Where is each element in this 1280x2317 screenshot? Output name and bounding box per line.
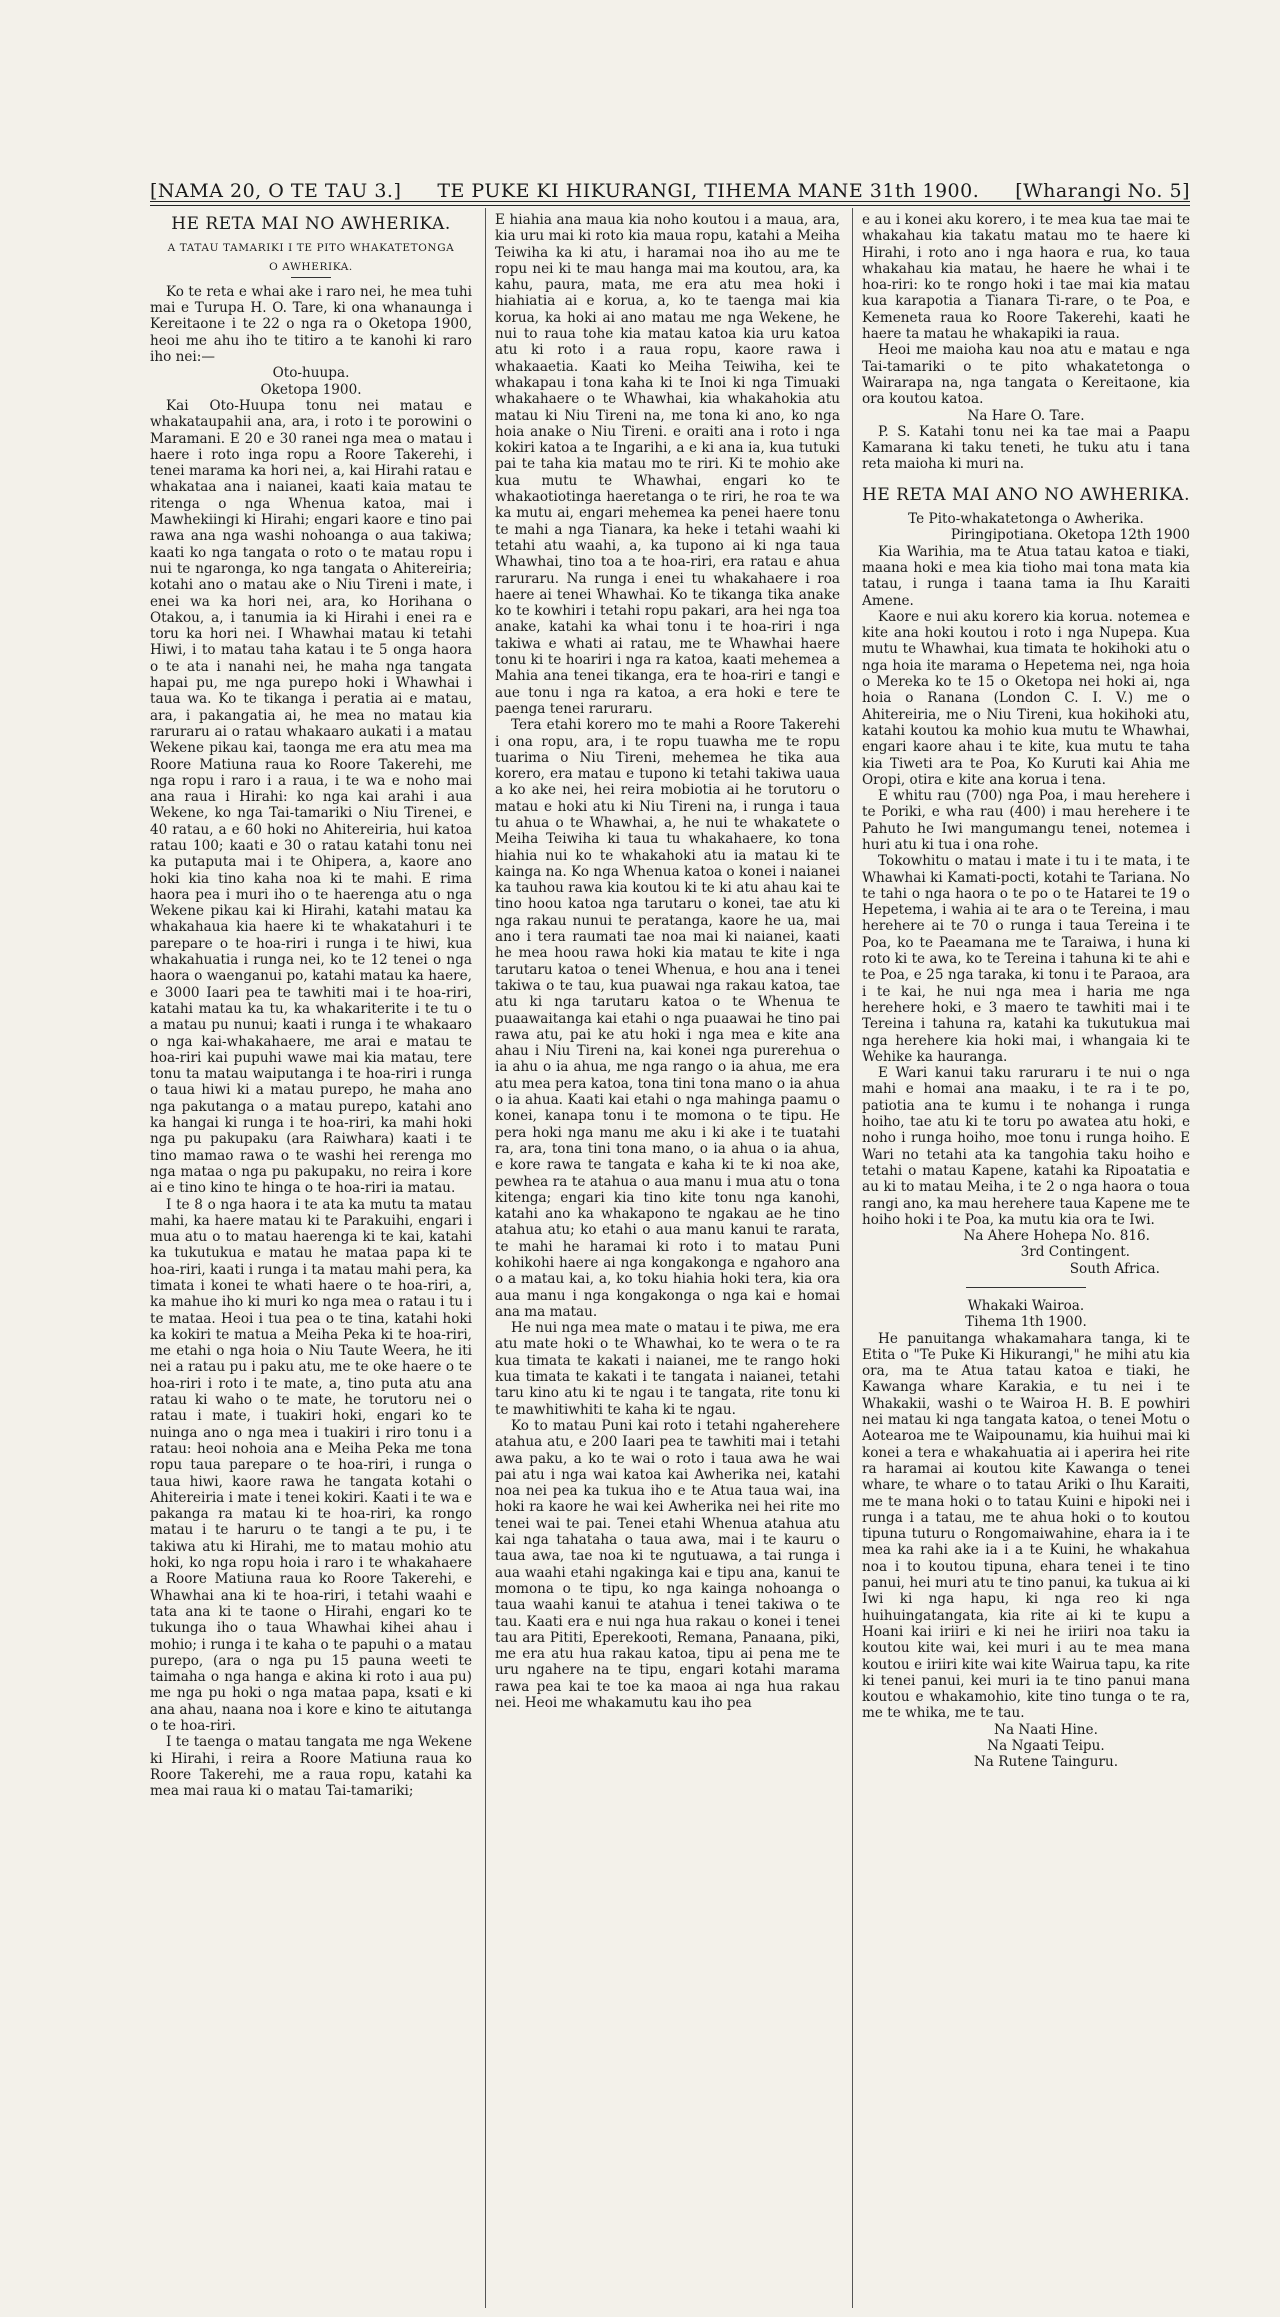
column-divider <box>485 208 486 2308</box>
divider <box>966 1287 1086 1288</box>
letter-place: Whakaki Wairoa. <box>967 1298 1085 1314</box>
signature: Na Ngaati Teipu. <box>987 1738 1105 1755</box>
paragraph: Ko to matau Puni kai roto i tetahi ngaherehere atahua atu, e 200 Iaari pea te tawhiti mai i tetahi awa paku, a ko te wai o roto i taua awa he wai pai atu i nga wai katoa kai Awherika nei, katahi noa nei pea ka tukua iho e te Atua taua wai, ina hoki ra kaore he wai kei Awherika nei hei rite mo tenei wai te pai. Tenei etahi Whenua atahua atu kai nga tahataha o taua awa, mai i te kauru o taua awa, tae noa ki te ngutuawa, a tai runga i aua waahi etahi ngakinga kai e tipu ana, kanui te momona o te tipu, ko nga kainga nohoanga o taua waahi kanui te atahua i tenei takiwa o te tau. Kaati era e nui nga hua rakau o konei i tenei tau ara Pititi, Eperekooti, Remana, Panaana, piki, me era atu hua rakau katoa, tipu ai pena me te uru ngahere na te tipu, engari kotahi marama rawa pea kai te toe ka maoa ai nga hua rakau nei. Heoi me whakamutu kau iho pea <box>495 1417 840 1712</box>
paragraph: He panuitanga whakamahara tanga, ki te Etita o "Te Puke Ki Hikurangi," he mihi atu kia ora, ma te Atua tatau katoa e tiaki, he Kawanga whare Karakia, e tu nei i te Whakakii, washi o te Wairoa H. B. E powhiri nei matau ki nga tangata katoa, o tenei Motu o Aotearoa me te Waipounamu, kia huihui mai ki konei a tera e whakahuatia ai i aperira hei rite ra haramai ai koutou kite Kawanga o tenei whare, te whare o to tatau Ariki o Ihu Karaiti, me te mana hoki o to tatau Kuini e hipoki nei i runga i a tatau, me te ahua hoki o to koutou tipuna tuturu o Rongomaiwahine, ehara ia i te mea ka rahi ake ia i a te Kuini, he whakahua noa i to koutou tipuna, ehara tenei i te tino panui, hei muri atu te tino panui, ka tukua ai ki Iwi ki nga hapu, ki nga reo ki nga huihuingatangata, kia rite ai ki te kupu a Hoani kai iriiri e ki nei he iriiri noa taku ia koutou kite wai, kei muri i au te mea mana koutou e iriiri kite wai kite Wairua tapu, ka rite ki tenei panui, kei muri ia te tino panui mana koutou e whakamohio, kite tino tunga o te ra, me te whika, me te tau. <box>862 1330 1190 1722</box>
paragraph: He nui nga mea mate o matau i te piwa, me era atu mate hoki o te Whawhai, ko te wera o te ra kua timata te kakati i naianei, me te rango hoki kua timata te kakati i te tangata i naianei, tetahi taru kino atu ki te ngau i te tangata, rite tonu ki te mawhitiwhiti te kaha ki te ngau. <box>495 1320 840 1418</box>
letter-date: Oketopa 1900. <box>260 381 362 398</box>
signature: Na Rutene Tainguru. <box>973 1754 1119 1771</box>
column-2 <box>495 212 840 2302</box>
article-subtitle: A TATAU TAMARIKI I TE PITO WHAKATETONGA <box>167 242 455 255</box>
dateline: Te Pito-whakatetonga o Awherika. <box>908 511 1144 528</box>
paragraph: Tokowhitu o matau i mate i tu i te mata, i te Whawhai ki Kamati-pocti, kotahi te Tariana. No te tahi o nga haora o te po o te Hatarei te 19 o Hepetema, i wahia ai te ara o te Tereina, i mau herehere ai te 70 o runga i taua Tereina i te Poa, ko te Paeamana me te Taraiwa, i huna ki roto ki te awa, ko te Tereina i tahuna ki te ahi e te Poa, e 25 nga taraka, ki tonu i te Paraoa, ara i te kai, he nui nga mea i haria me nga herehere hoki, e 3 maero te tawhiti mai i te Tereina i tahuna ra, katahi ka tukutukua mai nga herehere kia hoki mai, i whangaia ki te Wehike ka hauranga. <box>862 853 1190 1065</box>
page-number: [Wharangi No. 5] <box>1015 180 1190 202</box>
paragraph: E Wari kanui taku raruraru i te nui o nga mahi e homai ana maaku, i te ra i te po, patiotia ana te kumu i te nohanga i runga hoiho, tae atu ki te toru po awatea atu hoki, e noho i runga hoiho, moe tonu i runga hoiho. E Wari no tetahi ata ka tangohia taku hoiho e tetahi o matau Kapene, katahi ka Ripoatatia e au ki to matau Meiha, i te 2 o nga haora o toua rangi ano, ka mau herehere taua Kapene me te hoiho hoki i te Poa, ka mutu kia ora te Iwi. <box>862 1065 1190 1228</box>
postscript: P. S. Katahi tonu nei ka tae mai a Paapu Kamarana ki taku teneti, he tuku atu i tana reta maioha ki muri na. <box>862 423 1190 473</box>
paragraph: E hiahia ana maua kia noho koutou i a maua, ara, kia uru mai ki roto kia maua ropu, katahi a Meiha Teiwiha ka ki atu, i haramai noa iho au me te ropu nei ki te mau hanga mai ma koutou, ara, ka kahu, paura, mata, me era atu mea hoki i hiahiatia ai e korua, a, ko te taenga mai kia korua, ka hoki ai ano matau me nga Wekene, he nui to raua tohe kia matau katoa kia uru katoa atu ki roto i a raua ropu, kaore rawa i whakaaetia. Kaati ko Meiha Teiwiha, kei te whakapau i tona kaha ki te Inoi ki nga Timuaki whakahaere o te Whawhai, kia whakahokia atu matau ki Niu Tireni na, me tona ki ano, ko nga hoia anake o Niu Tireni. e oraiti ana i roto i nga kokiri katoa a te Ingarihi, a e ki ana ia, kua tutuki pai te taha kia matau mo te riri. Ki te mohio ake kua mutu te Whawhai, engari ko te whakaotiotinga haeretanga o te riri, he roa te wa ka mutu ai, engari mehemea ka penei haere tonu te mahi a nga Tianara, ka heke i tetahi waahi ki tetahi atu waahi, a, ka tupono ai ki nga taua Whawhai, tino toa a te hoa-riri, era ratau e ahua raruraru. Na runga i enei tu whakahaere i roa haere ai tenei Whawhai. Ko te tikanga tika anake ko te kowhiri i tetahi ropu pakari, ara hei nga toa anake, katahi ka whai tonu i te hoa-riri i nga takiwa e whati ai ratau, me te Whawhai haere tonu ki te hoariri i nga ra katoa, kaati mehemea a Mahia ana tenei tikanga, era te hoa-riri e tangi e aue tonu i nga ra katoa, a era hoki e tere te paenga tenei raruraru. <box>495 212 840 717</box>
issue-number: [NAMA 20, O TE TAU 3.] <box>150 180 402 202</box>
column-divider <box>852 208 853 2308</box>
article-title: HE RETA MAI NO AWHERIKA. <box>171 214 451 234</box>
paragraph: e au i konei aku korero, i te mea kua tae mai te whakahau kia takatu matau mo te haere ki Hirahi, i roto ano i nga haora e rua, ko taua whakahau kia matau, he haere he whai i te hoa-riri: ko te rongo hoki i tae mai kia matau kua karapotia a Tianara Ti-rare, o te Poa, e Kemeneta raua ko Roore Takerehi, kaati he haere ta matau he whakapiki ia raua. <box>862 212 1190 343</box>
article-intro: Ko te reta e whai ake i raro nei, he mea tuhi mai e Turupa H. O. Tare, ki ona whanaunga i Kereitaone i te 22 o nga ra o Oketopa 1900, heoi me ahu iho te titiro a te kanohi ki raro iho nei:— <box>150 283 472 366</box>
divider <box>291 277 331 278</box>
paragraph: E whitu rau (700) nga Poa, i mau herehere i te Poriki, e wha rau (400) i mau herehere i te Pahuto he Iwi mangumangu tenei, notemea i huri atu ki tua i ona rohe. <box>862 788 1190 853</box>
signature-detail: South Africa. <box>1069 1260 1160 1277</box>
paragraph: Tera etahi korero mo te mahi a Roore Takerehi i ona ropu, ara, i te ropu tuawha me te ropu tuarima o Niu Tireni, mehemea he tika aua korero, era matau e tupono ki tetahi takiwa uaua a ko ake nei, hei reira mobiotia ai he torutoru o matau e hoki atu ki Niu Tireni na, i runga i taua tu ahua o te Whawhai, a, he nui te whakatete o Meiha Teiwiha ki taua tu whakahaere, ko tona hiahia nui ko te whakahoki atu ia matau ki te kainga na. Ko nga Whenua katoa o konei i naianei ka tauhou rawa kia koutou ki te ki atu ahau kai te tino hoou katoa nga tarutaru o konei, tae atu ki nga rakau nunui te peratanga, kaore he ua, mai ano i tera raumati tae noa mai ki naianei, kaati he mea hoou rawa hoki kia matau te kite i nga tarutaru katoa o tenei Whenua, e hou ana i tenei takiwa o te tau, kua puawai nga rakau katoa, tae atu ki nga tarutaru katoa o te Whenua te puaawaitanga kai etahi o nga puaawai he tino pai rawa atu, pai ke atu hoki i nga mea e kite ana ahau i Niu Tireni na, kai konei nga purerehua o ia ahu o ia ahua, me nga rango o ia ahua, me era atu mea pera katoa, tona tini tona mano o ia ahua o ia ahua. Kaati kai etahi o nga mahinga paamu o konei, kanapa tonu i te momona o te tipu. He pera hoki nga manu me aku i ki ake i te tuatahi ra, ara, tona tini tona mano, o ia ahua o ia ahua, e kore rawa te tangata e kaha ki te ki noa ake, pewhea ra te atahua o aua manu i mua atu o tona kitenga; engari kia tino kite tonu nga kanohi, katahi ano ka whakapono te ngakau ae he tino atahua atu; ko etahi o aua manu kanui te rarata, te mahi he haramai ki roto i to matau Puni kohikohi haere ai nga kongakonga e ngahoro ana o a matau kai, a, ko toku hiahia hoki tera, kia ora aua manu i nga kongakonga o nga kai e homai ana ma matau. <box>495 717 840 1320</box>
dateline-2: Piringipotiana. Oketopa 12th 1900 <box>950 527 1190 544</box>
article-title: HE RETA MAI ANO NO AWHERIKA. <box>862 484 1190 505</box>
paragraph: Kai Oto-Huupa tonu nei matau e whakataupahii ana, ara, i roto i te porowini o Maramani. E 20 e 30 ranei nga mea o matau i haere i roto inga ropu a Roore Takerehi, i tenei marama ka hori nei, a, kai Hirahi ratau e whakataa ana i naianei, kaati kaia matau te ritenga o nga Whenua katoa, mai i Mawhekiingi ki Hirahi; engari kaore e tino pai rawa ana nga washi nohoanga o aua takiwa; kaati ko nga tangata o roto o te matau ropu i nui te ngaronga, ko nga tangata o Ahitereiria; kotahi ano o matau ake o Niu Tireni i mate, i enei wa ka hori nei, ara, ko Horihana o Otakou, a, i tanumia ia ki Hirahi i enei ra e toru ka hori nei. I Whawhai matau ki tetahi Hiwi, i to matau taha katau i te 5 onga haora o te ata i nanahi nei, he maha nga tangata hapai pu, me nga purepo hoki i Whawhai i taua wa. Ko te tikanga i peratia ai e matau, ara, i pakangatia ai, he mea no matau kia raruraru ai o ratau whakaaro aukati i a matau Wekene pikau kai, taonga me era atu mea ma Roore Matiuna raua ko Roore Takerehi, me nga ropu i raro i a raua, i te wa e noho mai ana raua i Hirahi: ko nga kai arahi i aua Wekene, ko nga Tai-tamariki o Niu Tirenei, e 40 ratau, a e 60 hoki no Ahitereiria, hui katoa ratau 100; kaati e 30 o ratau katahi tonu nei ka putaputa mai i te Ohipera, a, kaore ano hoki kia tino kaha noa ki te mahi. E rima haora pea i muri iho o te haerenga atu o nga Wekene pikau kai ki Hirahi, katahi matau ka whakahaua kia haere ki te whakatahuri i te parepare o te hoa-riri i runga i te hiwi, kua whakahuatia i runga nei, ko te 12 tenei o nga haora o waenganui po, katahi matau ka haere, e 3000 Iaari pea te tawhiti mai i te hoa-riri, katahi matau ka tu, ka whakariterite i te tu o a matau pu nunui; kaati i runga i te whakaaro o nga kai-whakahaere, me arai e matau te hoa-riri kai pupuhi wawe mai kia matau, tere tonu ta matau waiputanga i te hoa-riri i runga o taua hiwi ki a matau purepo, he maha ano nga pakutanga o a matau purepo, katahi ano ka hangai ki runga i te hoa-riri, ka mahi hoki nga pu pakupaku (ara Raiwhara) kaati i te tino mamao rawa o te washi hei rerenga mo nga mataa o nga pu pakupaku, no reira i kore ai e tino kino te hinga o te hoa-riri ia matau. <box>150 397 472 1197</box>
paper-title-date: TE PUKE KI HIKURANGI, TIHEMA MANE 31th 1900. <box>437 180 980 202</box>
paragraph: Kaore e nui aku korero kia korua. notemea e kite ana hoki koutou i roto i nga Nupepa. Kua mutu te Whawhai, kua timata te hokihoki atu o nga hoia ite marama o Hepetema nei, nga hoia o Mereka ko te 15 o Oketopa nei hoki ai, nga hoia o Ranana (London C. I. V.) me o Ahitereiria, me o Niu Tireni, kua hokihoki atu, katahi koutou ka mohio kua mutu te Whawhai, engari kaore ahau i te kite, kua mutu te taha kia Tiweti ara te Poa, Ko Kuruti kai Ahia me Oropi, otira e kite ana korua i tena. <box>862 608 1190 788</box>
paragraph: I te 8 o nga haora i te ata ka mutu ta matau mahi, ka haere matau ki te Parakuihi, engari i mua atu o to matau haerenga ki te kai, katahi ka tukutukua e matau he mataa papa ki te hoa-riri, kaati i runga i ta matau mahi pera, ka timata i konei te whati haere o te hoa-riri, a, ka mahue iho ki muri ko nga mea o ratau i tu i te mataa. Heoi i tua pea o te tina, katahi hoki ka kokiri te matua a Meiha Peka ki te hoa-riri, me etahi o nga hoia o Niu Taute Weera, he iti nei a ratau pu i paku atu, me te oke haere o te hoa-riri i roto i te mate, a, tino puta atu ana ratau ki waho o te mate, he torutoru nei o ratau i mate, i tuakiri hoki, engari ko te nuinga ano o nga mea i tuakiri i riro tonu i a ratau: heoi nohoia ana e Meiha Peka me tona ropu taua parepare o te hoa-riri, i runga o taua hiwi, kaore rawa he tangata kotahi o Ahitereiria i mate i tenei kokiri. Kaati i te wa e pakanga ra matau ki te hoa-riri, ka rongo matau i te haruru o te tangi a te pu, i te takiwa atu ki Hirahi, me to matau mohio atu hoki, ko nga ropu hoia i raro i te whakahaere a Roore Matiuna raua ko Roore Takerehi, e Whawhai ana ki te hoa-riri, i tetahi waahi e tata ana ki te taone o Hirahi, engari ko te tukunga iho o taua Whawhai kihei ahau i mohio; i runga i te kaha o te papuhi o a matau purepo, (ara o nga pu 15 pauna weeti te taimaha o nga hanga e akina ki roto i aua pu) me nga pu hoki o nga mataa papa, ksati e ki ana ahau, naana noa i kore e kino te aitutanga o te hoa-riri. <box>150 1196 472 1735</box>
signature-detail: 3rd Contingent. <box>1020 1244 1130 1261</box>
paragraph: I te taenga o matau tangata me nga Wekene ki Hirahi, i reira a Roore Matiuna raua ko Roore Takerehi, me a raua ropu, katahi ka mea mai raua ki o matau Tai-tamariki; <box>150 1734 472 1800</box>
signature: Na Naati Hine. <box>994 1721 1098 1738</box>
signature: Na Hare O. Tare. <box>967 407 1085 424</box>
masthead <box>150 172 1190 202</box>
masthead-rule-thin <box>150 205 1190 206</box>
spacer <box>862 473 1190 483</box>
paragraph: Heoi me maioha kau noa atu e matau e nga Tai-tamariki o te pito whakatetonga o Wairarapa na, nga tangata o Kereitaone, kia ora koutou katoa. <box>862 342 1190 408</box>
letter-place: Oto-huupa. <box>272 365 350 382</box>
letter-date: Tihema 1th 1900. <box>965 1314 1087 1331</box>
article-subtitle-2: O AWHERIKA. <box>269 260 353 273</box>
signature: Na Ahere Hohepa No. 816. <box>963 1228 1150 1245</box>
masthead-rule <box>150 201 1190 202</box>
column-1 <box>150 212 472 2302</box>
column-3 <box>862 212 1190 2302</box>
paragraph: Kia Warihia, ma te Atua tatau katoa e tiaki, maana hoki e mea kia tioho mai tona mata kia tatau, i runga i taana tama ia Ihu Karaiti Amene. <box>862 543 1190 609</box>
